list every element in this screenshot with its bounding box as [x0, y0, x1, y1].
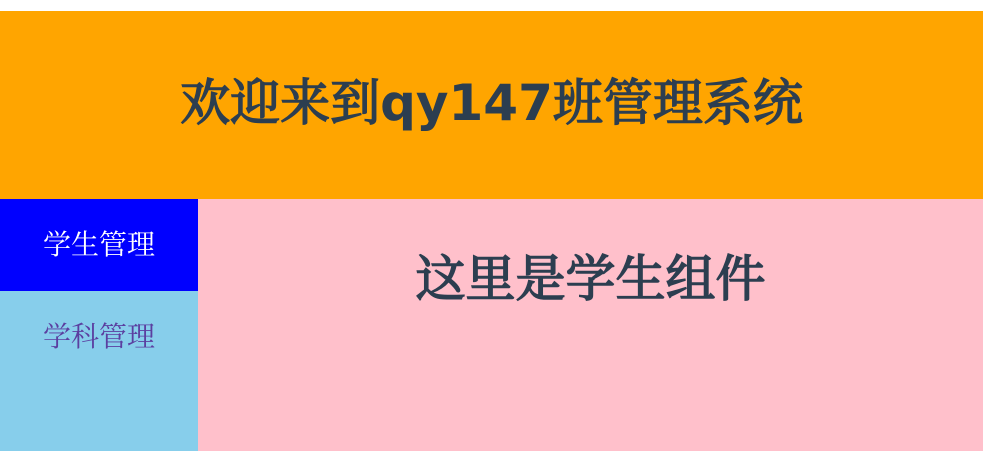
sidebar: [0, 199, 198, 451]
page-header: [0, 11, 983, 199]
sidebar-item-subject-management[interactable]: 学科管理: [42, 320, 155, 353]
sidebar-item-student-management[interactable]: 学生管理: [0, 199, 198, 291]
app-root: [0, 11, 983, 451]
page-title: 欢迎来到qy147班管理系统: [180, 74, 803, 132]
main-content: [198, 199, 983, 451]
component-title: 这里是学生组件: [415, 250, 766, 308]
